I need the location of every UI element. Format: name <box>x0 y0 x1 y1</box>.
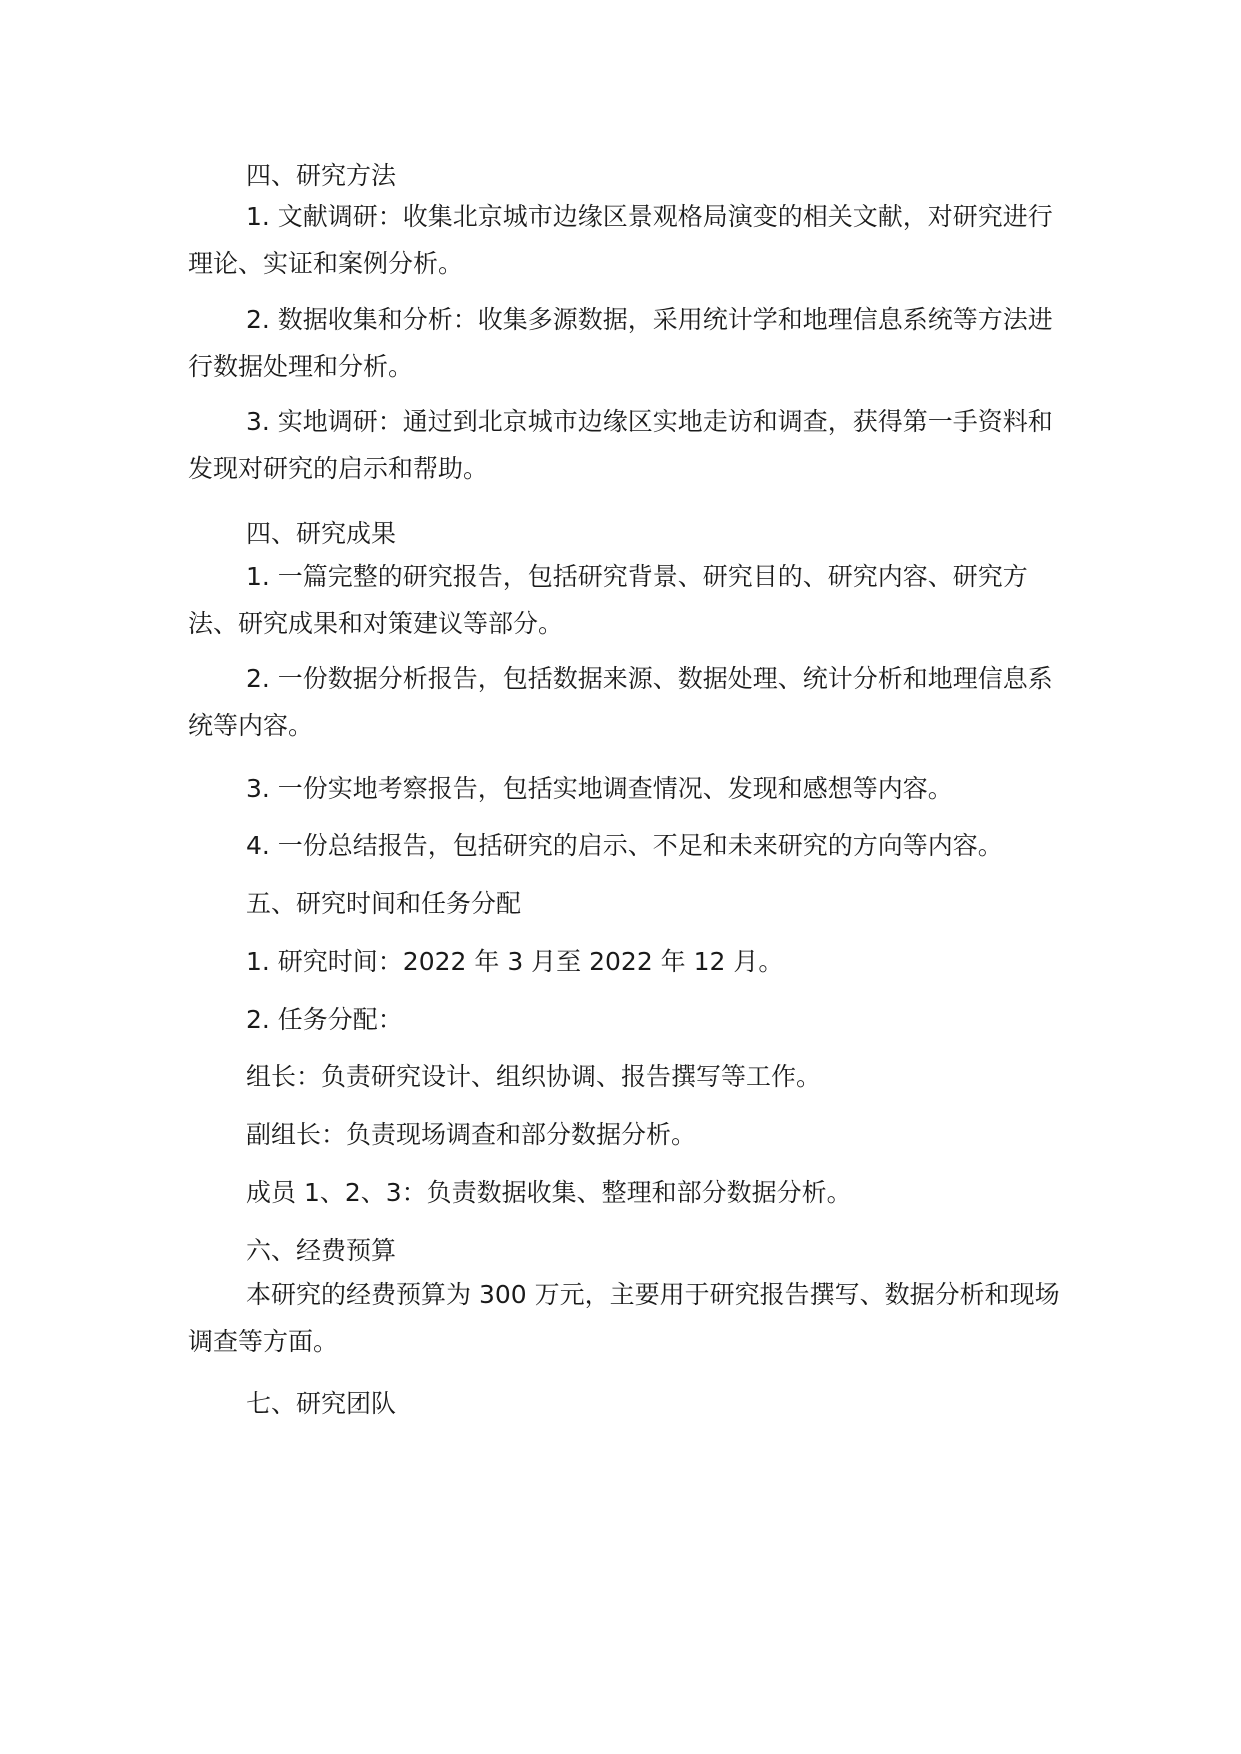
section-heading-research-results: 四、研究成果 <box>246 519 397 548</box>
schedule-item-tasks: 2. 任务分配： <box>246 1005 403 1034</box>
task-deputy-leader: 副组长：负责现场调查和部分数据分析。 <box>246 1120 697 1149</box>
schedule-item-time: 1. 研究时间：2022 年 3 月至 2022 年 12 月。 <box>246 947 784 976</box>
method-item-data: 2. 数据收集和分析：收集多源数据，采用统计学和地理信息系统等方法进行数据处理和分析。 <box>188 305 1053 381</box>
result-item-report: 1. 一篇完整的研究报告，包括研究背景、研究目的、研究内容、研究方法、研究成果和对策建议等部分。 <box>188 562 1028 638</box>
result-item-field-report: 3. 一份实地考察报告，包括实地调查情况、发现和感想等内容。 <box>246 774 953 803</box>
section-heading-budget: 六、经费预算 <box>246 1236 397 1265</box>
section-heading-schedule: 五、研究时间和任务分配 <box>246 889 522 918</box>
section-heading-research-methods: 四、研究方法 <box>246 161 397 190</box>
budget-description: 本研究的经费预算为 300 万元，主要用于研究报告撰写、数据分析和现场调查等方面。 <box>188 1280 1060 1356</box>
result-item-summary-report: 4. 一份总结报告，包括研究的启示、不足和未来研究的方向等内容。 <box>246 831 1003 860</box>
task-members: 成员 1、2、3：负责数据收集、整理和部分数据分析。 <box>246 1178 852 1207</box>
result-item-data-report: 2. 一份数据分析报告，包括数据来源、数据处理、统计分析和地理信息系统等内容。 <box>188 664 1053 740</box>
method-item-fieldwork: 3. 实地调研：通过到北京城市边缘区实地走访和调查，获得第一手资料和发现对研究的启示和帮助。 <box>188 407 1053 483</box>
task-leader: 组长：负责研究设计、组织协调、报告撰写等工作。 <box>246 1062 822 1091</box>
section-heading-team: 七、研究团队 <box>246 1389 397 1418</box>
method-item-literature: 1. 文献调研：收集北京城市边缘区景观格局演变的相关文献，对研究进行理论、实证和案例分析。 <box>188 202 1053 278</box>
